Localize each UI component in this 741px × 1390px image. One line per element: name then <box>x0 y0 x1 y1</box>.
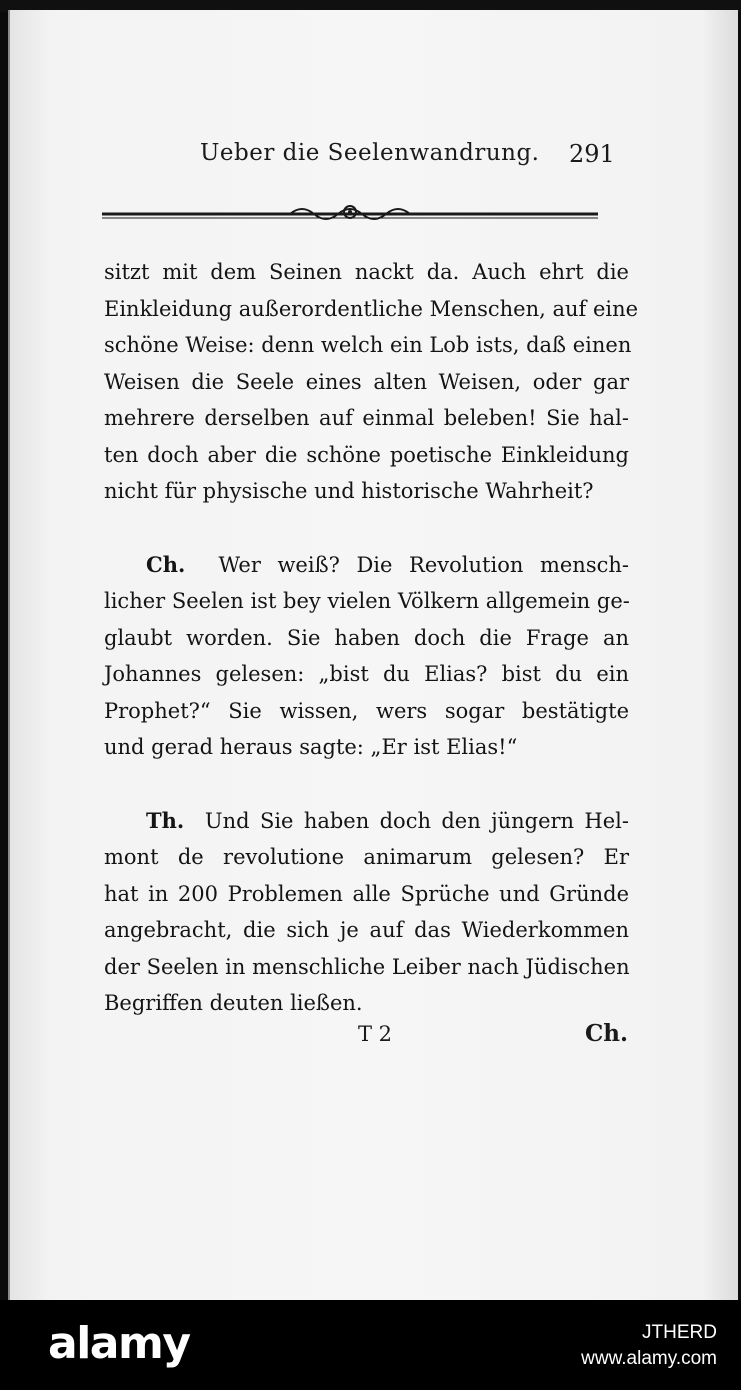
paragraph-1 <box>104 254 639 510</box>
text-line: der Seelen in menschliche Leiber nach Jüdischen <box>104 954 630 979</box>
running-head: Ueber die Seelenwandrung. <box>200 140 540 166</box>
paragraph-gap <box>104 510 629 547</box>
watermark-url: www.alamy.com <box>581 1348 717 1369</box>
text-line <box>104 803 629 840</box>
text-line-content: Und Sie haben doch den jüngern Hel- <box>204 808 629 833</box>
text-line: und gerad heraus sagte: „Er ist Elias!“ <box>104 735 518 759</box>
text-line: mehrere derselben auf einmal beleben! Sie hal- <box>104 406 629 430</box>
body-text <box>104 254 639 1022</box>
text-line-content: Wer weiß? Die Revolution mensch- <box>218 552 629 577</box>
text-line: Begriffen deuten ließen. <box>104 991 363 1015</box>
watermark-logo: alamy <box>48 1318 190 1369</box>
text-line: Weisen die Seele eines alten Weisen, oder gar <box>104 369 629 394</box>
text-line: licher Seelen ist bey vielen Völkern allgemein ge- <box>104 589 630 613</box>
page-number: 291 <box>569 140 615 168</box>
text-line: schöne Weise: denn welch ein Lob ists, daß einen <box>104 333 632 357</box>
speaker-label: Ch. <box>146 551 186 577</box>
speaker-label: Th. <box>146 807 185 833</box>
text-line: Johannes gelesen: „bist du Elias? bist du ein <box>104 662 629 686</box>
paragraph-3 <box>104 803 629 1022</box>
text-line: hat in 200 Problemen alle Sprüche und Gründe <box>104 881 629 906</box>
watermark-image-id: JTHERD <box>642 1322 717 1343</box>
text-line: glaubt worden. Sie haben doch die Frage an <box>104 625 629 650</box>
text-line: sitzt mit dem Seinen nackt da. Auch ehrt die <box>104 260 629 284</box>
text-line: nicht für physische und historische Wahrheit? <box>104 479 594 503</box>
paragraph-gap <box>104 766 629 803</box>
text-line: Prophet?“ Sie wissen, wers sogar bestätigte <box>104 698 629 723</box>
ornamental-rule <box>100 202 600 224</box>
catchword: Ch. <box>585 1020 629 1047</box>
paragraph-2 <box>104 547 629 766</box>
text-line <box>104 547 629 584</box>
text-line: angebracht, die sich je auf das Wiederkommen <box>104 918 629 942</box>
signature-mark: T 2 <box>358 1022 393 1046</box>
text-line: Einkleidung außerordentliche Menschen, auf eine <box>104 296 639 321</box>
text-line: ten doch aber die schöne poetische Einkleidung <box>104 442 629 467</box>
text-line: mont de revolutione animarum gelesen? Er <box>104 845 629 869</box>
